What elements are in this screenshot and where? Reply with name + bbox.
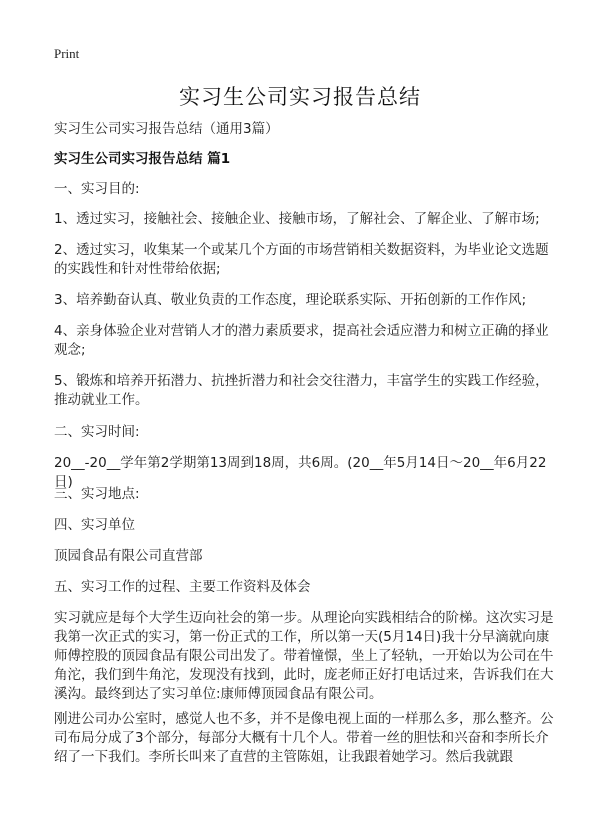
heading-time: 二、实习时间: (54, 424, 140, 440)
paragraph-item-5: 5、锻炼和培养开拓潜力、抗挫折潜力和社会交往潜力，丰富学生的实践工作经验，推动就业工作。 (54, 373, 549, 408)
heading-purpose: 一、实习目的: (54, 181, 140, 197)
heading-process: 五、实习工作的过程、主要工作资料及体会 (54, 579, 311, 595)
paragraph-item-4: 4、亲身体验企业对营销人才的潜力素质要求，提高社会适应潜力和树立正确的择业观念; (54, 323, 549, 358)
paragraph-process-2: 刚进公司办公室时，感觉人也不多，并不是像电视上面的一样那么多，那么整齐。公司布局分成了3个部分，每部分大概有十几个人。带着一丝的胆怯和兴奋和李所长介绍了一下我们。李所长叫来了直营的主管陈姐，让我跟着她学习。然后我就跟 (54, 711, 554, 765)
section-title: 实习生公司实习报告总结 篇1 (54, 151, 231, 167)
paragraph-item-2: 2、透过实习，收集某一个或某几个方面的市场营销相关数据资料，为毕业论文选题的实践性和针对性带给依据; (54, 242, 549, 277)
paragraph-unit: 顶园食品有限公司直营部 (54, 548, 203, 564)
paragraph-item-1: 1、透过实习，接触社会、接触企业、接触市场，了解社会、了解企业、了解市场; (54, 211, 540, 227)
document-title: 实习生公司实习报告总结 (179, 85, 421, 109)
heading-unit: 四、实习单位 (54, 517, 135, 533)
heading-location: 三、实习地点: (54, 486, 140, 502)
document-subtitle: 实习生公司实习报告总结（通用3篇） (54, 121, 279, 137)
paragraph-time: 20__-20__学年第2学期第13周到18周，共6周。(20__年5月14日～20__年6月22日) (54, 455, 547, 490)
paragraph-item-3: 3、培养勤奋认真、敬业负责的工作态度，理论联系实际、开拓创新的工作作风; (54, 292, 527, 308)
print-label: Print (54, 46, 80, 61)
paragraph-process-1: 实习就应是每个大学生迈向社会的第一步。从理论向实践相结合的阶梯。这次实习是我第一次正式的实习，第一份正式的工作，所以第一天(5月14日)我十分早滴就向康师傅控股的顶园食品有限公司出发了。带着憧憬，坐上了轻轨，一开始以为公司在牛角沱，我们到牛角沱，发现没有找到，此时，庞老师正好打电话过来，告诉我们在大溪沟。最终到达了实习单位:康师傅顶园食品有限公司。 (54, 610, 554, 702)
